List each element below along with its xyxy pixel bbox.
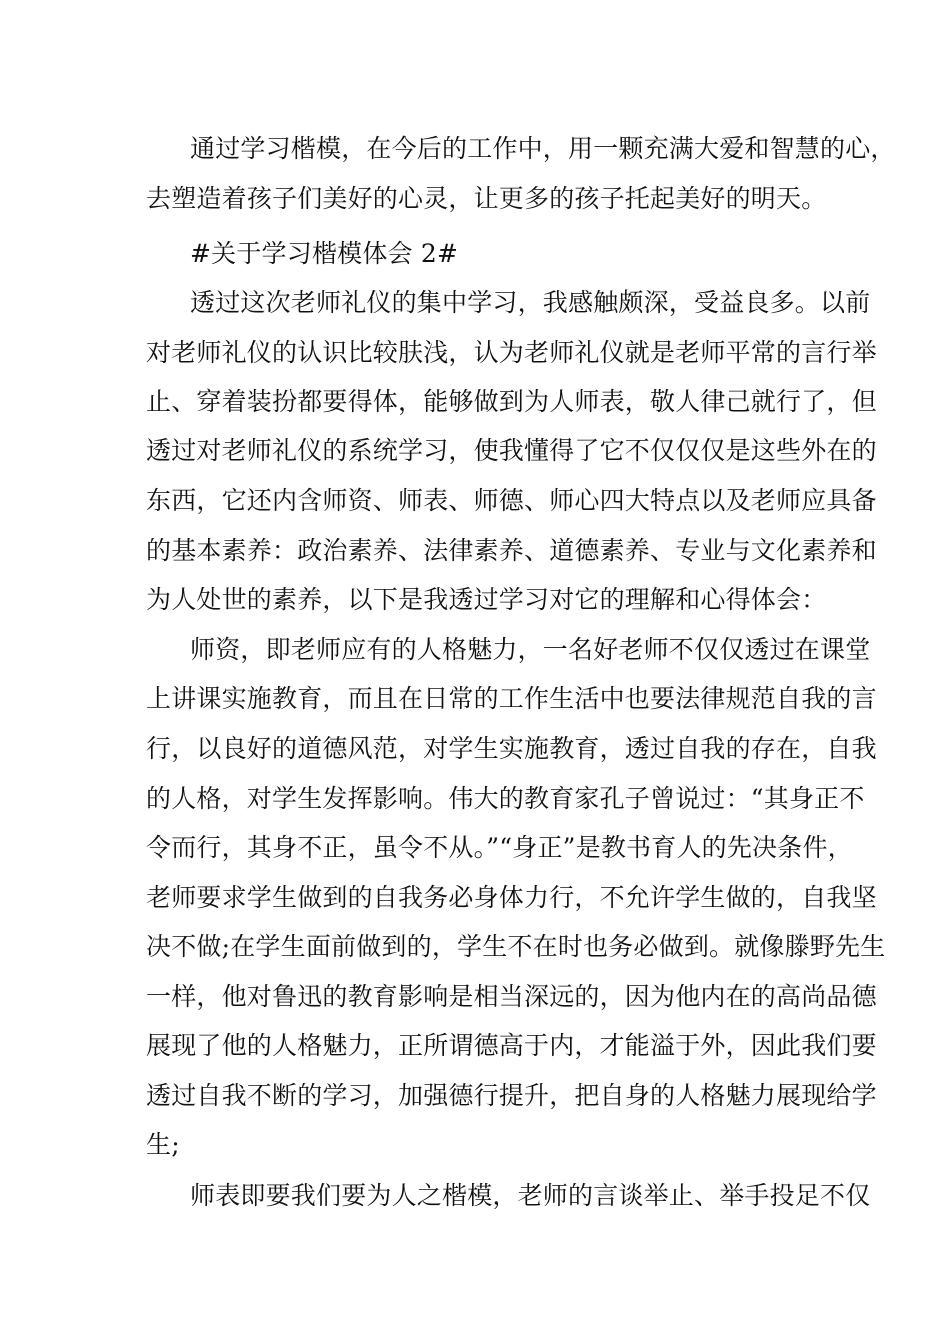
section-heading: #关于学习楷模体会 2#	[190, 239, 459, 268]
text-line: 师表即要我们要为人之楷模，老师的言谈举止、举手投足不仅	[190, 1181, 871, 1210]
text-line: 决不做;在学生面前做到的，学生不在时也务必做到。就像滕野先生	[146, 932, 886, 961]
text-line: 透过自我不断的学习，加强德行提升，把自身的人格魅力展现给学	[146, 1081, 877, 1110]
text-line: 生;	[146, 1130, 180, 1159]
text-line: 展现了他的人格魅力，正所谓德高于内，才能溢于外，因此我们要	[146, 1031, 877, 1060]
text-line: 师资，即老师应有的人格魅力，一名好老师不仅仅透过在课堂	[190, 635, 871, 664]
text-line: 通过学习楷模，在今后的工作中，用一颗充满大爱和智慧的心，	[190, 134, 896, 163]
text-line: 行，以良好的道德风范，对学生实施教育，透过自我的存在，自我	[146, 734, 877, 763]
text-line: 透过这次老师礼仪的集中学习，我感触颇深，受益良多。以前	[190, 288, 871, 317]
text-line: 令而行，其身不正，虽令不从。”“身正”是教书育人的先决条件，	[146, 833, 853, 862]
text-line: 东西，它还内含师资、师表、师德、师心四大特点以及老师应具备	[146, 486, 877, 515]
text-line: 去塑造着孩子们美好的心灵，让更多的孩子托起美好的明天。	[146, 184, 827, 213]
text-line: 老师要求学生做到的自我务必身体力行，不允许学生做的，自我坚	[146, 883, 877, 912]
text-line: 的基本素养：政治素养、法律素养、道德素养、专业与文化素养和	[146, 536, 877, 565]
text-line: 透过对老师礼仪的系统学习，使我懂得了它不仅仅仅是这些外在的	[146, 436, 877, 465]
text-line: 上讲课实施教育，而且在日常的工作生活中也要法律规范自我的言	[146, 684, 877, 713]
text-line: 一样，他对鲁迅的教育影响是相当深远的，因为他内在的高尚品德	[146, 982, 877, 1011]
text-line: 止、穿着装扮都要得体，能够做到为人师表，敬人律己就行了，但	[146, 387, 877, 416]
text-line: 为人处世的素养，以下是我透过学习对它的理解和心得体会：	[146, 585, 827, 614]
text-line: 的人格，对学生发挥影响。伟大的教育家孔子曾说过：“其身正不	[146, 784, 865, 813]
text-line: 对老师礼仪的认识比较肤浅，认为老师礼仪就是老师平常的言行举	[146, 338, 877, 367]
